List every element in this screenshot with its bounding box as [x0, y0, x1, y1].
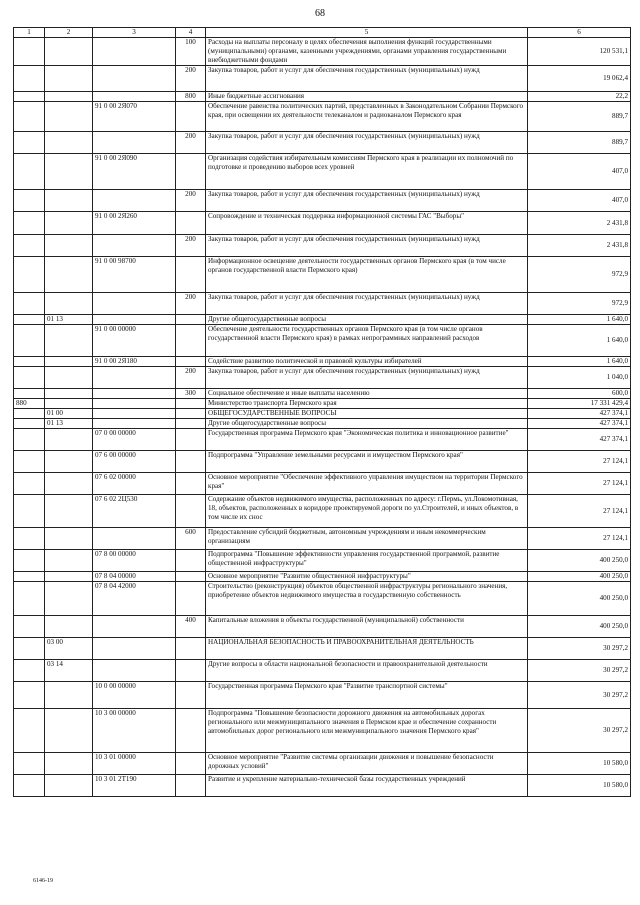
section-code-cell — [45, 753, 93, 775]
target-article-cell: 07 6 00 00000 — [93, 451, 176, 473]
description-cell: Основное мероприятие "Развитие системы организации движения и повышение безопасности дорожных условий" — [206, 753, 528, 775]
expense-type-cell: 200 — [176, 235, 206, 257]
expense-type-cell — [176, 315, 206, 325]
target-article-cell: 07 0 00 00000 — [93, 429, 176, 451]
expense-type-cell — [176, 638, 206, 660]
description-cell: Содержание объектов недвижимого имущества, расположенных по адресу: г.Пермь, ул.Локомотивная, 18, объектов, расположенных в коридоре проектируемой дороги по ул.Строителей, и иных объектов, в том числе их снос — [206, 495, 528, 528]
target-article-cell: 91 0 00 2Я180 — [93, 357, 176, 367]
expense-type-cell — [176, 451, 206, 473]
amount-cell: 19 062,4 — [528, 66, 631, 92]
section-code-cell — [45, 257, 93, 293]
amount-cell: 427 374,1 — [528, 419, 631, 429]
section-code-cell: 01 13 — [45, 419, 93, 429]
target-article-cell — [93, 616, 176, 638]
expense-type-cell: 200 — [176, 190, 206, 212]
column-number: 5 — [206, 28, 528, 38]
ministry-code-cell — [14, 638, 45, 660]
target-article-cell: 91 0 00 2Я090 — [93, 154, 176, 190]
description-cell: Закупка товаров, работ и услуг для обеспечения государственных (муниципальных) нужд — [206, 235, 528, 257]
target-article-cell: 91 0 00 2Я260 — [93, 212, 176, 235]
amount-cell: 17 331 429,4 — [528, 399, 631, 409]
section-code-cell — [45, 682, 93, 709]
table-row — [14, 257, 631, 293]
target-article-cell: 10 3 00 00000 — [93, 709, 176, 753]
expense-type-cell: 200 — [176, 367, 206, 389]
amount-cell: 407,0 — [528, 190, 631, 212]
ministry-code-cell — [14, 709, 45, 753]
expense-type-cell — [176, 102, 206, 132]
amount-cell: 30 297,2 — [528, 709, 631, 753]
amount-cell: 400 250,0 — [528, 572, 631, 582]
ministry-code-cell — [14, 132, 45, 154]
table-row — [14, 409, 631, 419]
expense-type-cell: 400 — [176, 616, 206, 638]
amount-cell: 10 580,0 — [528, 775, 631, 797]
ministry-code-cell — [14, 92, 45, 102]
section-code-cell — [45, 154, 93, 190]
ministry-code-cell — [14, 473, 45, 495]
section-code-cell — [45, 582, 93, 616]
amount-cell: 30 297,2 — [528, 638, 631, 660]
amount-cell: 10 580,0 — [528, 753, 631, 775]
ministry-code-cell — [14, 409, 45, 419]
table-row — [14, 66, 631, 92]
table-row — [14, 235, 631, 257]
ministry-code-cell: 880 — [14, 399, 45, 409]
target-article-cell — [93, 528, 176, 550]
table-row — [14, 550, 631, 572]
section-code-cell — [45, 775, 93, 797]
amount-cell: 400 250,0 — [528, 582, 631, 616]
description-cell: Закупка товаров, работ и услуг для обеспечения государственных (муниципальных) нужд — [206, 367, 528, 389]
target-article-cell — [93, 409, 176, 419]
ministry-code-cell — [14, 572, 45, 582]
description-cell: Иные бюджетные ассигнования — [206, 92, 528, 102]
section-code-cell: 03 00 — [45, 638, 93, 660]
target-article-cell: 91 0 00 2Я070 — [93, 102, 176, 132]
expense-type-cell — [176, 753, 206, 775]
section-code-cell — [45, 293, 93, 315]
description-cell: НАЦИОНАЛЬНАЯ БЕЗОПАСНОСТЬ И ПРАВООХРАНИТЕЛЬНАЯ ДЕЯТЕЛЬНОСТЬ — [206, 638, 528, 660]
amount-cell: 972,9 — [528, 257, 631, 293]
section-code-cell — [45, 235, 93, 257]
section-code-cell: 01 13 — [45, 315, 93, 325]
target-article-cell — [93, 367, 176, 389]
ministry-code-cell — [14, 528, 45, 550]
table-row — [14, 660, 631, 682]
expense-type-cell — [176, 550, 206, 572]
expense-type-cell — [176, 325, 206, 357]
amount-cell: 600,0 — [528, 389, 631, 399]
amount-cell: 2 431,8 — [528, 212, 631, 235]
ministry-code-cell — [14, 325, 45, 357]
description-cell: Государственная программа Пермского края "Развитие транспортной системы" — [206, 682, 528, 709]
section-code-cell: 03 14 — [45, 660, 93, 682]
section-code-cell — [45, 190, 93, 212]
target-article-cell — [93, 132, 176, 154]
table-row — [14, 190, 631, 212]
ministry-code-cell — [14, 190, 45, 212]
ministry-code-cell — [14, 102, 45, 132]
expense-type-cell: 800 — [176, 92, 206, 102]
target-article-cell — [93, 92, 176, 102]
expense-type-cell — [176, 473, 206, 495]
section-code-cell — [45, 451, 93, 473]
amount-cell: 407,0 — [528, 154, 631, 190]
ministry-code-cell — [14, 451, 45, 473]
table-row — [14, 38, 631, 66]
ministry-code-cell — [14, 582, 45, 616]
column-number-row — [14, 28, 631, 38]
section-code-cell — [45, 357, 93, 367]
target-article-cell — [93, 235, 176, 257]
ministry-code-cell — [14, 753, 45, 775]
table-row — [14, 154, 631, 190]
ministry-code-cell — [14, 357, 45, 367]
section-code-cell — [45, 66, 93, 92]
expense-type-cell: 600 — [176, 528, 206, 550]
description-cell: Другие общегосударственные вопросы — [206, 315, 528, 325]
section-code-cell — [45, 367, 93, 389]
table-row — [14, 572, 631, 582]
table-row — [14, 753, 631, 775]
ministry-code-cell — [14, 495, 45, 528]
description-cell: Государственная программа Пермского края "Экономическая политика и инновационное развитие" — [206, 429, 528, 451]
table-row — [14, 528, 631, 550]
expense-type-cell — [176, 154, 206, 190]
section-code-cell — [45, 429, 93, 451]
page-number: 68 — [315, 8, 325, 19]
section-code-cell — [45, 572, 93, 582]
column-number: 2 — [45, 28, 93, 38]
section-code-cell — [45, 389, 93, 399]
column-number: 4 — [176, 28, 206, 38]
description-cell: Подпрограмма "Управление земельными ресурсами и имуществом Пермского края" — [206, 451, 528, 473]
target-article-cell — [93, 419, 176, 429]
description-cell: Информационное освещение деятельности государственных органов Пермского края (в том числе органов государственной власти Пермского края) — [206, 257, 528, 293]
table-row — [14, 429, 631, 451]
description-cell: Другие общегосударственные вопросы — [206, 419, 528, 429]
amount-cell: 120 531,1 — [528, 38, 631, 66]
section-code-cell — [45, 550, 93, 572]
target-article-cell — [93, 293, 176, 315]
description-cell: Содействие развитию политической и правовой культуры избирателей — [206, 357, 528, 367]
table-row — [14, 132, 631, 154]
column-number: 1 — [14, 28, 45, 38]
expense-type-cell: 200 — [176, 132, 206, 154]
target-article-cell — [93, 638, 176, 660]
expense-type-cell — [176, 357, 206, 367]
target-article-cell: 07 6 02 2Ц530 — [93, 495, 176, 528]
expense-type-cell — [176, 212, 206, 235]
expense-type-cell — [176, 775, 206, 797]
amount-cell: 1 040,0 — [528, 367, 631, 389]
ministry-code-cell — [14, 66, 45, 92]
description-cell: Подпрограмма "Повышение эффективности управления государственной программой, развитие общественной инфраструктуры" — [206, 550, 528, 572]
ministry-code-cell — [14, 154, 45, 190]
amount-cell: 972,9 — [528, 293, 631, 315]
table-row — [14, 582, 631, 616]
ministry-code-cell — [14, 660, 45, 682]
table-row — [14, 495, 631, 528]
expense-type-cell — [176, 582, 206, 616]
ministry-code-cell — [14, 389, 45, 399]
ministry-code-cell — [14, 212, 45, 235]
amount-cell: 889,7 — [528, 132, 631, 154]
expense-type-cell — [176, 495, 206, 528]
description-cell: Организация содействия избирательным комиссиям Пермского края в реализации их полномочий по подготовке и проведению выборов всех уровней — [206, 154, 528, 190]
section-code-cell — [45, 616, 93, 638]
target-article-cell: 07 8 04 42000 — [93, 582, 176, 616]
description-cell: Расходы на выплаты персоналу в целях обеспечения выполнения функций государственными (муниципальными) органами, казенными учреждениями, органами управления государственными внебюджетными фондами — [206, 38, 528, 66]
expense-type-cell — [176, 572, 206, 582]
amount-cell: 30 297,2 — [528, 660, 631, 682]
target-article-cell — [93, 66, 176, 92]
section-code-cell — [45, 495, 93, 528]
amount-cell: 2 431,8 — [528, 235, 631, 257]
budget-table-body — [14, 28, 631, 797]
description-cell: Закупка товаров, работ и услуг для обеспечения государственных (муниципальных) нужд — [206, 293, 528, 315]
ministry-code-cell — [14, 38, 45, 66]
expense-type-cell — [176, 709, 206, 753]
ministry-code-cell — [14, 419, 45, 429]
column-number: 3 — [93, 28, 176, 38]
target-article-cell — [93, 190, 176, 212]
description-cell: Предоставление субсидий бюджетным, автономным учреждениям и иным некоммерческим организациям — [206, 528, 528, 550]
table-row — [14, 451, 631, 473]
target-article-cell — [93, 399, 176, 409]
target-article-cell — [93, 660, 176, 682]
target-article-cell: 91 0 00 00000 — [93, 325, 176, 357]
expense-type-cell — [176, 660, 206, 682]
description-cell: Основное мероприятие "Развитие общественной инфраструктуры" — [206, 572, 528, 582]
expense-type-cell: 100 — [176, 38, 206, 66]
section-code-cell — [45, 528, 93, 550]
section-code-cell — [45, 92, 93, 102]
section-code-cell — [45, 102, 93, 132]
table-row — [14, 212, 631, 235]
budget-table — [13, 27, 631, 797]
amount-cell: 400 250,0 — [528, 616, 631, 638]
ministry-code-cell — [14, 257, 45, 293]
target-article-cell: 07 8 00 00000 — [93, 550, 176, 572]
expense-type-cell: 200 — [176, 66, 206, 92]
description-cell: Закупка товаров, работ и услуг для обеспечения государственных (муниципальных) нужд — [206, 66, 528, 92]
footer-code: 6146-19 — [33, 878, 53, 884]
table-row — [14, 616, 631, 638]
table-row — [14, 367, 631, 389]
amount-cell: 27 124,1 — [528, 528, 631, 550]
target-article-cell: 10 3 01 00000 — [93, 753, 176, 775]
ministry-code-cell — [14, 429, 45, 451]
table-row — [14, 357, 631, 367]
amount-cell: 889,7 — [528, 102, 631, 132]
amount-cell: 1 640,0 — [528, 357, 631, 367]
target-article-cell: 07 6 02 00000 — [93, 473, 176, 495]
description-cell: Другие вопросы в области национальной безопасности и правоохранительной деятельности — [206, 660, 528, 682]
target-article-cell: 91 0 00 98700 — [93, 257, 176, 293]
description-cell: Закупка товаров, работ и услуг для обеспечения государственных (муниципальных) нужд — [206, 132, 528, 154]
target-article-cell: 10 0 00 00000 — [93, 682, 176, 709]
table-row — [14, 473, 631, 495]
amount-cell: 427 374,1 — [528, 409, 631, 419]
target-article-cell: 10 3 01 2Т190 — [93, 775, 176, 797]
column-number: 6 — [528, 28, 631, 38]
ministry-code-cell — [14, 293, 45, 315]
description-cell: Министерство транспорта Пермского края — [206, 399, 528, 409]
expense-type-cell — [176, 419, 206, 429]
ministry-code-cell — [14, 367, 45, 389]
ministry-code-cell — [14, 235, 45, 257]
ministry-code-cell — [14, 550, 45, 572]
description-cell: Социальное обеспечение и иные выплаты населению — [206, 389, 528, 399]
ministry-code-cell — [14, 682, 45, 709]
expense-type-cell: 300 — [176, 389, 206, 399]
table-row — [14, 709, 631, 753]
table-row — [14, 638, 631, 660]
section-code-cell — [45, 325, 93, 357]
ministry-code-cell — [14, 775, 45, 797]
expense-type-cell — [176, 409, 206, 419]
table-row — [14, 92, 631, 102]
table-row — [14, 399, 631, 409]
description-cell: Развитие и укрепление материально-технической базы государственных учреждений — [206, 775, 528, 797]
amount-cell: 427 374,1 — [528, 429, 631, 451]
description-cell: ОБЩЕГОСУДАРСТВЕННЫЕ ВОПРОСЫ — [206, 409, 528, 419]
amount-cell: 27 124,1 — [528, 473, 631, 495]
table-row — [14, 419, 631, 429]
section-code-cell — [45, 399, 93, 409]
amount-cell: 1 640,0 — [528, 325, 631, 357]
description-cell: Обеспечение равенства политических партий, представленных в Законодательном Собрании Пермского края, при освещении их деятельности телеканалом и радиоканалом Пермского края — [206, 102, 528, 132]
description-cell: Основное мероприятие "Обеспечение эффективного управления имуществом на территории Пермского края" — [206, 473, 528, 495]
amount-cell: 27 124,1 — [528, 495, 631, 528]
table-row — [14, 389, 631, 399]
expense-type-cell — [176, 682, 206, 709]
target-article-cell — [93, 315, 176, 325]
expense-type-cell: 200 — [176, 293, 206, 315]
amount-cell: 30 297,2 — [528, 682, 631, 709]
table-row — [14, 682, 631, 709]
section-code-cell: 01 00 — [45, 409, 93, 419]
section-code-cell — [45, 709, 93, 753]
table-row — [14, 775, 631, 797]
description-cell: Обеспечение деятельности государственных органов Пермского края (в том числе органов государственной власти Пермского края) в рамках непрограммных направлений расходов — [206, 325, 528, 357]
expense-type-cell — [176, 399, 206, 409]
section-code-cell — [45, 132, 93, 154]
target-article-cell: 07 8 04 00000 — [93, 572, 176, 582]
section-code-cell — [45, 212, 93, 235]
ministry-code-cell — [14, 315, 45, 325]
section-code-cell — [45, 473, 93, 495]
table-row — [14, 293, 631, 315]
amount-cell: 22,2 — [528, 92, 631, 102]
amount-cell: 1 640,0 — [528, 315, 631, 325]
ministry-code-cell — [14, 616, 45, 638]
expense-type-cell — [176, 257, 206, 293]
description-cell: Сопровождение и техническая поддержка информационной системы ГАС "Выборы" — [206, 212, 528, 235]
table-row — [14, 315, 631, 325]
section-code-cell — [45, 38, 93, 66]
description-cell: Закупка товаров, работ и услуг для обеспечения государственных (муниципальных) нужд — [206, 190, 528, 212]
description-cell: Подпрограмма "Повышение безопасности дорожного движения на автомобильных дорогах регионального или межмуниципального значения в Пермском крае и обеспечение сохранности автомобильных дорог регионального или межмуниципального значения Пермского края" — [206, 709, 528, 753]
target-article-cell — [93, 38, 176, 66]
target-article-cell — [93, 389, 176, 399]
description-cell: Строительство (реконструкция) объектов общественной инфраструктуры регионального значения, приобретение объектов недвижимого имущества в государственную собственность — [206, 582, 528, 616]
description-cell: Капитальные вложения в объекты государственной (муниципальной) собственности — [206, 616, 528, 638]
table-row — [14, 325, 631, 357]
amount-cell: 27 124,1 — [528, 451, 631, 473]
table-row — [14, 102, 631, 132]
expense-type-cell — [176, 429, 206, 451]
amount-cell: 400 250,0 — [528, 550, 631, 572]
